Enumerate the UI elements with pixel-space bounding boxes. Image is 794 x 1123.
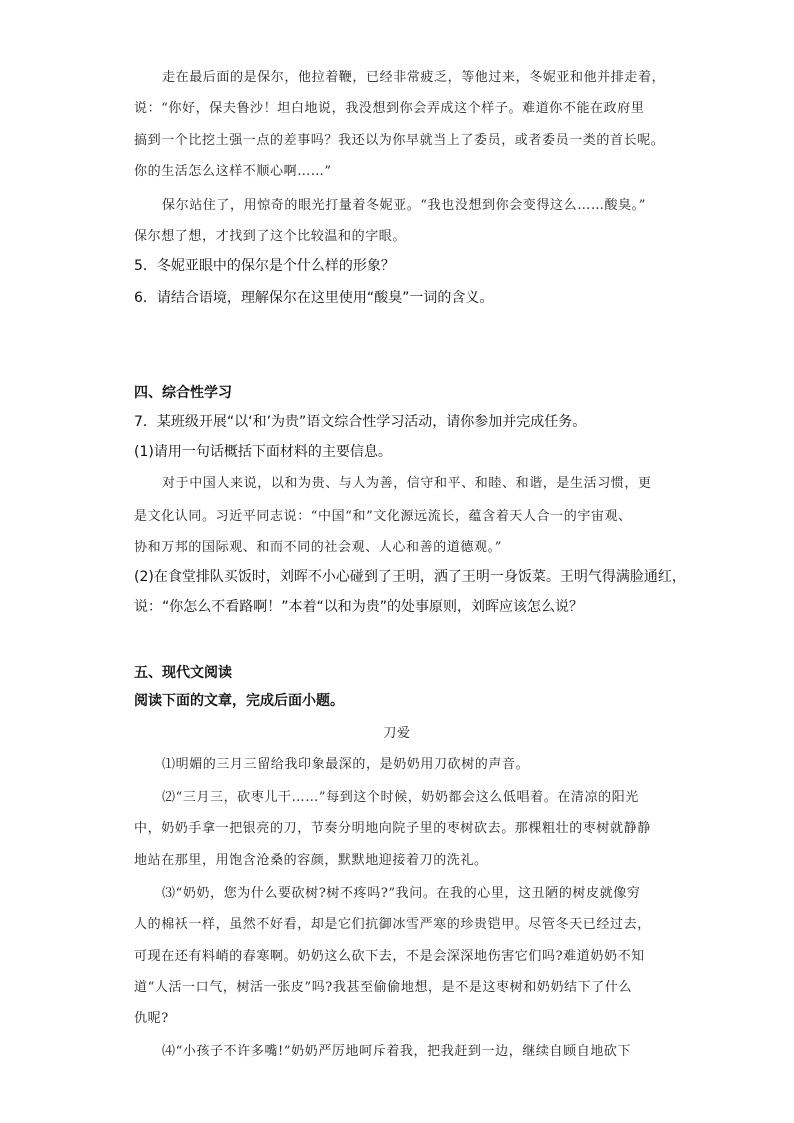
passage-line: 保尔站住了，用惊奇的眼光打量着冬妮亚。“我也没想到你会变得这么……酸臭。” bbox=[162, 198, 646, 213]
subquestion-2: (2)在食堂排队买饭时，刘晖不小心碰到了王明，洒了王明一身饭菜。王明气得满脸通红， bbox=[134, 569, 686, 585]
material-line: 是文化认同。习近平同志说：“中国“和”文化源远流长，蕴含着天人合一的宇宙观、 bbox=[134, 509, 632, 524]
article-paragraph: ⑶“奶奶，您为什么要砍树?树不疼吗?”我问。在我的心里，这丑陋的树皮就像穷 bbox=[162, 886, 641, 901]
section-heading-5: 五、现代文阅读 bbox=[134, 665, 232, 681]
article-paragraph-cont: 地站在那里，用饱含沧桑的容颜，默默地迎接着刀的洗礼。 bbox=[134, 853, 488, 868]
subquestion-2-cont: 说：“你怎么不看路啊！”本着“以和为贵”的处事原则，刘晖应该怎么说？ bbox=[134, 599, 584, 615]
article-paragraph-cont: 中，奶奶手拿一把银亮的刀，节奏分明地向院子里的枣树砍去。那棵粗壮的枣树就静静 bbox=[134, 821, 651, 836]
article-paragraph-cont: 仇呢? bbox=[134, 1011, 169, 1026]
article-paragraph: ⑴明媚的三月三留给我印象最深的，是奶奶用刀砍树的声音。 bbox=[162, 757, 530, 772]
passage-line: 保尔想了想，才找到了这个比较温和的字眼。 bbox=[134, 229, 407, 244]
reading-instruction: 阅读下面的文章，完成后面小题。 bbox=[134, 693, 344, 709]
article-paragraph-cont: 道“人活一口气，树活一张皮”吗?我甚至偷偷地想，是不是这枣树和奶奶结下了什么 bbox=[134, 980, 633, 995]
passage-line: 你的生活怎么这样不顺心啊……” bbox=[134, 164, 332, 179]
material-line: 对于中国人来说，以和为贵、与人为善，信守和平、和睦、和谐，是生活习惯，更 bbox=[162, 476, 652, 491]
article-paragraph-cont: 人的棉袄一样，虽然不好看，却是它们抗御冰雪严寒的珍贵铠甲。尽管冬天已经过去， bbox=[134, 917, 651, 932]
article-paragraph: ⑷“小孩子不许多嘴!”奶奶严厉地呵斥着我，把我赶到一边，继续自顾自地砍下 bbox=[162, 1044, 632, 1059]
article-paragraph-cont: 可现在还有料峭的春寒啊。奶奶这么砍下去，不是会深深地伤害它们吗?难道奶奶不知 bbox=[134, 949, 645, 964]
question-6: 6．请结合语境，理解保尔在这里使用“酸臭”一词的含义。 bbox=[134, 290, 494, 306]
passage-line: 走在最后面的是保尔，他拉着鞭，已经非常疲乏，等他过来，冬妮亚和他并排走着， bbox=[162, 70, 666, 85]
article-paragraph: ⑵“三月三，砍枣儿干……”每到这个时候，奶奶都会这么低唱着。在清凉的阳光 bbox=[162, 790, 639, 805]
question-5: 5．冬妮亚眼中的保尔是个什么样的形象？ bbox=[134, 258, 395, 274]
article-title: 刀爱 bbox=[383, 726, 411, 741]
passage-line: 搞到一个比挖土强一点的差事吗？我还以为你早就当上了委员，或者委员一类的首长呢。 bbox=[134, 133, 665, 148]
passage-line: 说：“你好，保夫鲁沙！坦白地说，我没想到你会弄成这个样子。难道你不能在政府里 bbox=[134, 101, 645, 116]
material-line: 协和万邦的国际观、和而不同的社会观、人心和善的道德观。” bbox=[134, 540, 502, 555]
section-heading-4: 四、综合性学习 bbox=[134, 385, 232, 401]
question-7: 7．某班级开展“以‘和’为贵”语文综合性学习活动，请你参加并完成任务。 bbox=[134, 414, 587, 430]
subquestion-1: (1)请用一句话概括下面材料的主要信息。 bbox=[134, 444, 392, 460]
